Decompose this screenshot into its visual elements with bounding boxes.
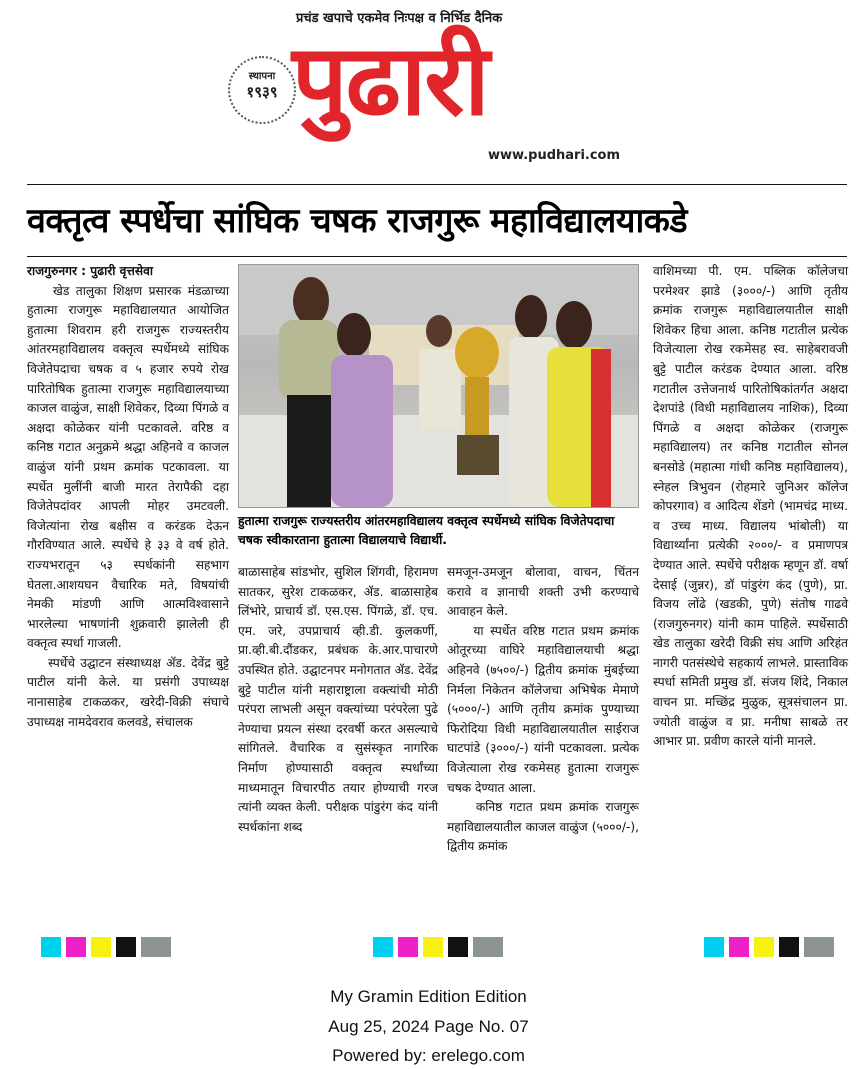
paragraph: [27, 282, 229, 654]
paragraph: [447, 622, 639, 798]
edition-name: My Gramin Edition Edition: [330, 987, 527, 1006]
paragraph-text: खेड तालुका शिक्षण प्रसारक मंडळाच्या हुतात्मा राजगुरू महाविद्यालयात आयोजित हुतात्मा शिवराम हरी राजगुरू राज्यस्तरीय आंतरमहाविद्यालय वक्तृत्व स्पर्धेमध्ये सांघिक विजेतेपदाचा चषक व ५ हजार रुपये रोख पारितोषिक हुतात्मा राजगुरू महाविद्यालयाच्या काजल वाळुंज, साक्षी शिवेकर, दिव्या पिंगळे व अक्षदा कोळेकर यांनी पटकावले. वरिष्ठ व कनिष्ठ गटात अनुक्रमे श्रद्धा अहिनवे व काजल वाळुंज यांनी प्रथम क्रमांक पटकावला. या स्पर्धेत मुलींनी बाजी मारत तेरापैकी दहा विजेतेपदांवर आपली मोहर उमटवली. विजेत्यांना रोख बक्षीस व करंडक देऊन गौरविण्यात आले. स्पर्धेचे हे ३३ वे वर्ष होते. राज्यभरातून ५३ स्पर्धकांनी सहभाग घेतला.आशयघन वैचारिक मते, विषयांची नेमकी मांडणी आणि आत्मविश्वासाने भारलेल्या भाषणांनी शुक्रवारी झालेली ही वक्तृत्व स्पर्धा गाजली.: [27, 283, 229, 651]
paragraph: [27, 654, 229, 732]
photo-caption: हुतात्मा राजगुरू राज्यस्तरीय आंतरमहाविद्यालय वक्तृत्व स्पर्धेमध्ये सांघिक विजेतेपदाचा चषक स्वीकारताना हुतात्मा विद्यालयाचे विद्यार्थी.: [238, 514, 615, 547]
masthead: [0, 0, 857, 180]
paragraph: [447, 798, 639, 857]
headline-divider: [27, 256, 847, 257]
gray-swatch: [141, 937, 171, 957]
black-swatch: [448, 937, 468, 957]
paragraph-text: वाशिमच्या पी. एम. पब्लिक कॉलेजचा परमेश्वर झाडे (३०००/-) आणि तृतीय क्रमांक राजगुरू महाविद्यालयातील साक्षी शिवेकर हिचा आला. कनिष्ठ गटातील प्रत्येक विजेत्याला रोख रकमेसह स्व. साहेबरावजी बुट्टे पाटील करंडक देण्यात आला. वरिष्ठ गटातील उत्तेजनार्थ पारितोषिकांतर्गत अक्षदा देशपांडे (विधी महाविद्यालय नाशिक), दिव्या पिंगळे व अक्षदा कोळेकर (राजगुरू महाविद्यालय) तर कनिष्ठ गटातील सोनल बनसोडे (महात्मा गांधी कनिष्ठ महाविद्यालय), स्नेहल त्रिभुवन (रोहमारे जुनिअर कॉलेज कोपरगाव) व आदित्य शेंडगे (भामचंद्र माध्य. व उच्च माध्य. विद्यालय भांबोली) या विद्यार्थ्यांना प्रत्येकी २०००/- व प्रमाणपत्र देण्यात आले. स्पर्धेचे परीक्षक म्हणून डॉ. वर्षा देसाई (जुन्नर), डॉ पांडुरंग कंद (पुणे), प्रा. विजय लोंढे (खडकी, पुणे) संतोष गाढवे (राजगुरुनगर) यांनी काम पाहिले. स्पर्धेसाठी खेड तालुका खरेदी विक्री संघ आणि अरिहंत नागरी पतसंस्थेचे सहकार्य लाभले. प्रास्ताविक स्पर्धा समिती प्रमुख डॉ. संजय शिंदे, निकाल वाचन प्रा. मच्छिंद्र मुळुक, सूत्रसंचालन प्रा. ज्योती वाळुंज व प्रा. मनीषा साबळे तर आभार प्रा. प्रवीण कारले यांनी मानले.: [653, 264, 848, 749]
article-column-2: [238, 563, 438, 837]
article-column-3: [447, 563, 639, 857]
registration-marks-left: [41, 937, 176, 957]
newspaper-logo: पुढारी: [292, 24, 488, 138]
cyan-swatch: [41, 937, 61, 957]
magenta-swatch: [729, 937, 749, 957]
masthead-divider: [27, 184, 847, 185]
yellow-swatch: [423, 937, 443, 957]
cyan-swatch: [704, 937, 724, 957]
yellow-swatch: [754, 937, 774, 957]
dateline: राजगुरुनगर : पुढारी वृत्तसेवा: [27, 264, 153, 278]
award-ceremony-photo: [239, 265, 638, 507]
paragraph-text: कनिष्ठ गटात प्रथम क्रमांक राजगुरू महाविद्यालयातील काजल वाळुंज (५०००/-), द्वितीय क्रमांक: [447, 800, 639, 854]
gray-swatch: [473, 937, 503, 957]
edition-date-page: Aug 25, 2024 Page No. 07: [328, 1017, 529, 1036]
paragraph-text: समजून-उमजून बोलावा, वाचन, चिंतन करावे व ज्ञानाची शक्ती उभी करण्याचे आवाहन केले.: [447, 565, 639, 619]
yellow-swatch: [91, 937, 111, 957]
seal-label: स्थापना: [248, 71, 276, 82]
registration-marks-right: [704, 937, 839, 957]
magenta-swatch: [398, 937, 418, 957]
powered-by[interactable]: Powered by: erelego.com: [332, 1046, 525, 1065]
website-link[interactable]: www.pudhari.com: [488, 148, 621, 163]
paragraph-text: या स्पर्धेत वरिष्ठ गटात प्रथम क्रमांक ओतूरच्या वाघिरे महाविद्यालयाची श्रद्धा अहिनवे (७५००/-) द्वितीय क्रमांक मुंबईच्या निर्मला निकेतन कॉलेजचा अभिषेक मेमाणे (५०००/-) आणि तृतीय क्रमांक पुण्याच्या फिरोदिया विधी महाविद्यालयातील साईराज घाटपांडे (३०००/-) यांनी पटकावला. प्रत्येक विजेत्याला रोख रकमेसह हुतात्मा राजगुरू चषक देण्यात आला.: [447, 623, 639, 795]
article-photo: [238, 264, 639, 508]
founded-seal: [228, 56, 296, 124]
paragraph-text: स्पर्धेचे उद्घाटन संस्थाध्यक्ष ॲड. देवेंद्र बुट्टे पाटील यांनी केले. या प्रसंगी उपाध्यक्ष नानासाहेब टाकळकर, खरेदी-विक्री संघाचे उपाध्यक्ष नामदेवराव कलवडे, संचालक: [27, 655, 230, 729]
gray-swatch: [804, 937, 834, 957]
registration-marks-center: [373, 937, 508, 957]
cyan-swatch: [373, 937, 393, 957]
seal-year: १९३९: [246, 83, 278, 101]
black-swatch: [116, 937, 136, 957]
magenta-swatch: [66, 937, 86, 957]
article-column-1: [27, 262, 229, 732]
black-swatch: [779, 937, 799, 957]
paragraph-text: बाळासाहेब सांडभोर, सुशिल शिंगवी, हिरामण सातकर, सुरेश टाकळकर, ॲड. बाळासाहेब लिंभोरे, प्राचार्य डॉ. एस.एस. पिंगळे, डॉ. एच. एम. जरे, उपप्राचार्य व्ही.डी. कुलकर्णी, प्रा.व्ही.बी.दौंडकर, प्रबंधक के.आर.पाचारणे उपस्थित होते. उद्घाटनपर मनोगतात ॲड. देवेंद्र बुट्टे पाटील यांनी महाराष्ट्राला वक्त्यांची मोठी परंपरा लाभली असून वक्त्यांच्या परंपरेला पुढे नेण्याचा प्रयत्न संस्था दरवर्षी करत असल्याचे सांगितले. वैचारिक व सुसंस्कृत नागरिक निर्माण होण्यासाठी वक्तृत्व स्पर्धांच्या माध्यमातून विचारपीठ तयार होण्याची गरज त्यांनी व्यक्त केली. परीक्षक पांडुरंग कंद यांनी स्पर्धकांना शब्द: [238, 565, 438, 834]
article-headline: वक्तृत्व स्पर्धेचा सांघिक चषक राजगुरू महाविद्यालयाकडे: [27, 201, 688, 241]
masthead-tagline: प्रचंड खपाचे एकमेव निःपक्ष व निर्भिड दैनिक: [296, 11, 503, 26]
article-column-4: [653, 262, 848, 752]
